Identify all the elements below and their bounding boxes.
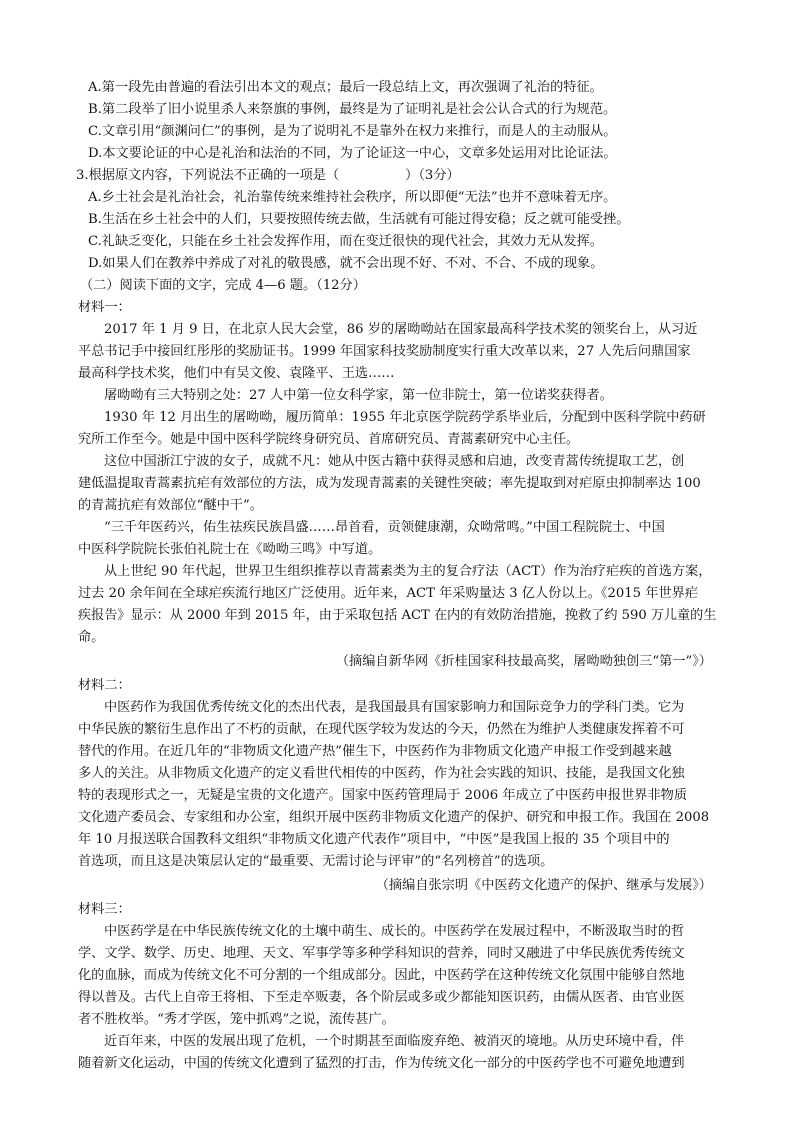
paragraph-line: “三千年医药兴，佑生祛疾民族昌盛……昂首看，贡领健康潮，众呦常鸣。”中国工程院院士、中国 [104,520,665,535]
paragraph-line: 近百年来，中医的发展出现了危机，一个时期甚至面临废弃绝、被消灭的境地。从历史环境中看，伴 [104,1034,685,1049]
q2-option-a: A.第一段先由普遍的看法引出本文的观点；最后一段总结上文，再次强调了礼治的特征。 [88,80,603,95]
paragraph-line: 中医药学是在中华民族传统文化的土壤中萌生、成长的。中医药学在发展过程中，不断汲取当时的哲 [104,924,685,939]
paragraph-line: 中医药作为我国优秀传统文化的杰出代表，是我国最具有国家影响力和国际竞争力的学科门类。它为 [104,700,685,715]
paragraph-line: 屠呦呦有三大特别之处：27 人中第一位女科学家，第一位非院士，第一位诺奖获得者。 [104,388,613,403]
material-3-label: 材料三： [78,902,131,917]
paragraph-line: 命。 [78,630,105,645]
material-2-label: 材料二： [78,678,131,693]
paragraph-line: 多人的关注。从非物质文化遗产的定义看世代相传的中医药，作为社会实践的知识、技能，是我国文化独 [78,766,685,781]
paragraph-line: 最高科学技术奖，他们中有吴文俊、袁隆平、王选…… [78,366,395,381]
paragraph-line: 化的血脉，而成为传统文化不可分割的一个组成部分。因此，中医药学在这种传统文化氛围中能够自然地 [78,968,685,983]
paragraph-line: 替代的作用。在近几年的“非物质文化遗产热”催生下，中医药作为非物质文化遗产申报工作受到越来越 [78,744,672,759]
paragraph-line: 的青蒿抗疟有效部位“醚中干”。 [78,498,263,513]
paragraph-line: 究所工作至今。她是中国中医科学院终身研究员、首席研究员、青蒿素研究中心主任。 [78,432,580,447]
q2-option-c: C.文章引用“颜渊问仁”的事例，是为了说明礼不是靠外在权力来推行，而是人的主动服从。 [88,124,617,139]
q3-option-a: A.乡土社会是礼治社会，礼治靠传统来维持社会秩序，所以即便“无法”也并不意味着无序。 [88,190,617,205]
paragraph-line: 中华民族的繁衍生息作出了不朽的贡献，在现代医学较为发达的今天，仍然在为维护人类健康发挥着不可 [78,722,685,737]
paragraph-line: 这位中国浙江宁波的女子，成就不凡：她从中医古籍中获得灵感和启迪，改变青蒿传统提取工艺，创 [104,454,685,469]
paragraph-line: 特的表现形式之一，无疑是宝贵的文化遗产。国家中医药管理局于 2006 年成立了中医药申报世界非物质 [78,788,688,803]
material-1-source: （摘编自新华网《折桂国家科技最高奖，屠呦呦独创三“第一”》） [335,654,712,669]
paragraph-line: 从上世纪 90 年代起，世界卫生组织推荐以青蒿素类为主的复合疗法（ACT）作为治疗疟疾的首选方案， [104,564,712,579]
paragraph-line: 首选项，而且这是决策层认定的“最重要、无需讨论与评审”的“名列榜首”的选项。 [78,854,554,869]
paragraph-line: 学、文学、数学、历史、地理、天文、军事学等多种学科知识的营养，同时又融进了中华民族优秀传统文 [78,946,685,961]
q3-option-c: C.礼缺乏变化，只能在乡土社会发挥作用，而在变迁很快的现代社会，其效力无从发挥。 [88,234,603,249]
paragraph-line: 随着新文化运动，中国的传统文化遭到了猛烈的打击，作为传统文化一部分的中医药学也不可避免地遭到 [78,1056,685,1071]
q3-stem-score: ）（3分） [405,168,460,183]
paragraph-line: 2017 年 1 月 9 日，在北京人民大会堂，86 岁的屠呦呦站在国家最高科学技术奖的领奖台上，从习近 [104,322,698,337]
material-1-label: 材料一： [78,300,131,315]
paragraph-line: 疾报告》显示：从 2000 年到 2015 年，由于采取包括 ACT 在内的有效防治措施，挽救了约 590 万儿童的生 [78,608,717,623]
section-heading: （二）阅读下面的文字，完成 4—6 题。（12分） [80,278,366,293]
q2-option-b: B.第二段举了旧小说里杀人来祭旗的事例，最终是为了证明礼是社会公认合式的行为规范。 [88,102,617,117]
paragraph-line: 者不胜枚举。“秀才学医，笼中抓鸡”之说，流传甚广。 [78,1012,395,1027]
paragraph-line: 得以普及。古代上自帝王将相、下至走卒贩妻，各个阶层或多或少都能知医识药，由儒从医者、由官业医 [78,990,685,1005]
q3-option-b: B.生活在乡土社会中的人们，只要按照传统去做，生活就有可能过得安稳；反之就可能受挫。 [88,212,630,227]
paragraph-line: 中医科学院院长张伯礼院士在《呦呦三鸣》中写道。 [78,542,382,557]
paragraph-line: 文化遗产委员会、专家组和办公室，组织开展中医药非物质文化遗产的保护、研究和申报工作。我国在 2008 [78,810,710,825]
q3-option-d: D.如果人们在教养中养成了对礼的敬畏感，就不会出现不好、不对、不合、不成的现象。 [88,256,604,271]
paragraph-line: 过去 20 余年间在全球疟疾流行地区广泛使用。近年来，ACT 年采购量达 3 亿人份以上。《2015 年世界疟 [78,586,699,601]
paragraph-line: 平总书记手中接回红彤彤的奖励证书。1999 年国家科技奖励制度实行重大改革以来，27 人先后问鼎国家 [78,344,691,359]
paragraph-line: 1930 年 12 月出生的屠呦呦，履历简单：1955 年北京医学院药学系毕业后，分配到中医科学院中药研 [104,410,706,425]
q3-stem-text: 3.根据原文内容，下列说法不正确的一项是（ [76,168,340,183]
material-2-source: （摘编自张宗明《中医药文化遗产的保护、继承与发展》） [375,878,712,893]
paragraph-line: 建低温提取青蒿素抗疟有效部位的方法，成为发现青蒿素的关键性突破；率先提取到对疟原虫抑制率达 100 [78,476,701,491]
q2-option-d: D.本文要论证的中心是礼治和法治的不同，为了论证这一中心，文章多处运用对比论证法。 [88,146,617,161]
q3-stem [76,166,460,186]
paragraph-line: 年 10 月报送联合国教科文组织“非物质文化遗产代表作”项目中，“中医”是我国上报的 35 个项目中的 [78,832,670,847]
